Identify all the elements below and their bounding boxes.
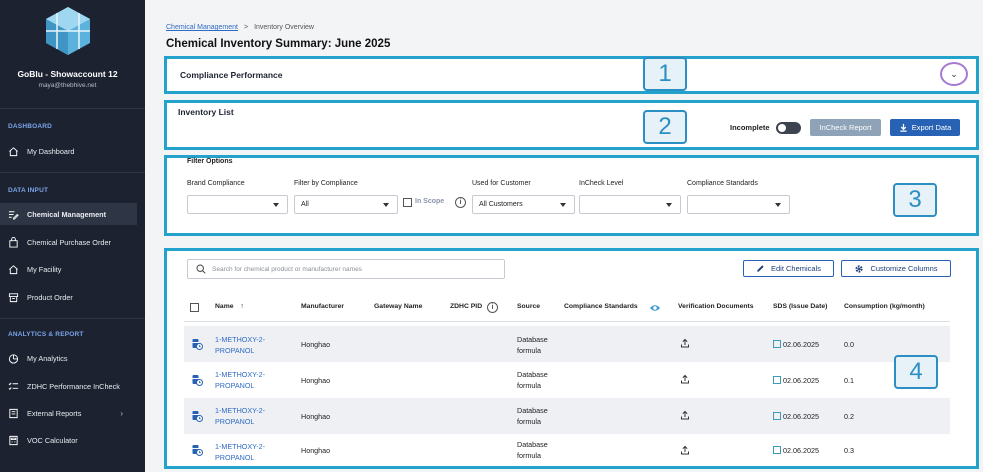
search-box[interactable]	[187, 259, 505, 279]
column-header-compliance-standards: Compliance Standards	[564, 303, 638, 310]
name-line: PROPANOL	[215, 381, 255, 390]
callout-badge-4: 4	[894, 355, 938, 389]
edit-list-icon	[8, 209, 19, 220]
sort-ascending-icon[interactable]: ↑	[240, 303, 244, 310]
source-line: formula	[517, 381, 541, 390]
name-line: PROPANOL	[215, 453, 255, 462]
sidebar-item-zdhc-performance[interactable]	[0, 375, 137, 397]
column-header-gateway-name: Gateway Name	[374, 303, 423, 310]
chevron-right-icon: ›	[120, 408, 123, 418]
search-icon	[196, 264, 206, 274]
incomplete-toggle[interactable]	[776, 122, 801, 134]
name-line: 1-METHOXY-2-	[215, 335, 266, 344]
app-logo-icon[interactable]	[43, 6, 93, 56]
column-header-sds: SDS (Issue Date)	[773, 303, 828, 310]
source-cell	[517, 439, 548, 461]
sidebar-item-label: Chemical Management	[27, 209, 107, 219]
pie-chart-icon	[8, 353, 19, 364]
compliance-standards-label: Compliance Standards	[687, 180, 758, 187]
column-header-name[interactable]	[215, 303, 244, 310]
chemical-drum-icon	[191, 410, 203, 422]
source-line: Database	[517, 406, 548, 415]
sidebar-item-label: My Dashboard	[27, 146, 75, 156]
filter-by-compliance-label: Filter by Compliance	[294, 180, 358, 187]
column-label: Name	[215, 303, 234, 310]
caret-down-icon	[560, 203, 566, 207]
document-icon	[773, 340, 781, 348]
used-for-customer-label: Used for Customer	[472, 180, 531, 187]
account-name: GoBlu - Showaccount 12	[17, 69, 118, 79]
source-line: Database	[517, 440, 548, 449]
section-data-input: DATA INPUT	[8, 187, 49, 194]
column-header-manufacturer: Manufacturer	[301, 303, 345, 310]
sidebar-item-label: VOC Calculator	[27, 435, 78, 445]
source-cell	[517, 405, 548, 427]
consumption-cell: 0.3	[844, 446, 854, 455]
incheck-report-button[interactable]: InCheck Report	[810, 119, 881, 136]
document-icon	[773, 376, 781, 384]
sds-date: 02.06.2025	[783, 340, 819, 349]
sidebar-item-voc-calculator[interactable]	[0, 429, 137, 451]
incheck-level-label: InCheck Level	[579, 180, 624, 187]
sds-date-cell[interactable]	[773, 375, 819, 386]
calculator-icon	[8, 435, 19, 446]
sidebar-divider	[0, 108, 145, 109]
column-header-zdhc-pid: ZDHC PID	[450, 303, 483, 310]
callout-box-1	[164, 56, 979, 94]
breadcrumb-link-chemical-management[interactable]: Chemical Management	[166, 24, 238, 31]
export-data-button[interactable]	[890, 119, 960, 136]
sidebar-item-label: Chemical Purchase Order	[27, 237, 111, 247]
source-cell	[517, 369, 548, 391]
compliance-performance-title: Compliance Performance	[180, 70, 283, 80]
brand-compliance-select[interactable]	[187, 195, 288, 214]
table-header-divider	[184, 321, 950, 322]
sds-date: 02.06.2025	[783, 376, 819, 385]
section-analytics-report: ANALYTICS & REPORT	[8, 331, 84, 338]
select-value: All Customers	[479, 201, 523, 208]
info-icon[interactable]: i	[487, 302, 498, 313]
manufacturer-cell: Honghao	[301, 412, 331, 421]
compliance-standards-select[interactable]	[687, 195, 790, 214]
chemical-drum-icon	[191, 374, 203, 386]
bag-icon	[8, 237, 19, 248]
table-row[interactable]	[184, 326, 950, 362]
pencil-icon	[756, 264, 765, 273]
caret-down-icon	[273, 203, 279, 207]
inventory-list-title: Inventory List	[178, 107, 234, 117]
sidebar-item-external-reports[interactable]	[0, 402, 137, 424]
sidebar-divider	[0, 318, 145, 319]
customize-columns-label: Customize Columns	[870, 264, 938, 273]
source-line: formula	[517, 346, 541, 355]
table-row[interactable]	[184, 398, 950, 434]
search-input[interactable]	[212, 266, 492, 273]
name-line: PROPANOL	[215, 417, 255, 426]
in-scope-checkbox[interactable]	[403, 198, 412, 207]
source-cell	[517, 334, 548, 356]
sidebar-item-my-dashboard[interactable]	[0, 140, 137, 162]
used-for-customer-select[interactable]	[472, 195, 575, 214]
edit-chemicals-label: Edit Chemicals	[770, 264, 822, 273]
caret-down-icon	[666, 203, 672, 207]
sidebar-item-label: My Facility	[27, 264, 62, 274]
sidebar-item-chemical-purchase-order[interactable]	[0, 231, 137, 253]
column-header-verification-documents: Verification Documents	[678, 303, 754, 310]
sidebar-item-label: My Analytics	[27, 353, 68, 363]
page-title: Chemical Inventory Summary: June 2025	[166, 38, 391, 50]
consumption-cell: 0.2	[844, 412, 854, 421]
upload-icon[interactable]	[680, 445, 690, 455]
name-line: PROPANOL	[215, 346, 255, 355]
chevron-down-icon: ⌄	[950, 68, 958, 79]
gear-icon	[854, 264, 864, 274]
consumption-cell: 0.0	[844, 340, 854, 349]
expand-compliance-button[interactable]	[940, 62, 968, 86]
column-header-consumption: Consumption (kg/month)	[844, 303, 925, 310]
report-icon	[8, 408, 19, 419]
manufacturer-cell: Honghao	[301, 446, 331, 455]
breadcrumb	[166, 24, 314, 31]
order-icon	[8, 292, 19, 303]
sidebar-item-chemical-management[interactable]	[0, 203, 137, 225]
document-icon	[773, 412, 781, 420]
customize-columns-button[interactable]	[841, 260, 951, 277]
chemical-name-link[interactable]	[215, 369, 265, 391]
sidebar-item-my-analytics[interactable]	[0, 347, 137, 369]
upload-icon[interactable]	[680, 410, 690, 420]
brand-compliance-label: Brand Compliance	[187, 180, 245, 187]
consumption-cell: 0.1	[844, 376, 854, 385]
sidebar-item-label: External Reports	[27, 408, 82, 418]
callout-badge-1: 1	[643, 57, 687, 91]
sidebar-item-label: Product Order	[27, 292, 73, 302]
home-icon	[8, 146, 19, 157]
sidebar-item-product-order[interactable]	[0, 286, 137, 308]
source-line: Database	[517, 335, 548, 344]
name-line: 1-METHOXY-2-	[215, 442, 266, 451]
in-scope-label: In Scope	[415, 198, 445, 205]
eye-icon[interactable]	[649, 303, 661, 313]
sds-date-cell[interactable]	[773, 411, 819, 422]
chemical-drum-icon	[191, 444, 203, 456]
upload-icon[interactable]	[680, 374, 690, 384]
sidebar-divider	[0, 172, 145, 173]
chemical-drum-icon	[191, 338, 203, 350]
edit-chemicals-button[interactable]	[743, 260, 834, 277]
info-icon[interactable]: i	[455, 197, 466, 208]
name-line: 1-METHOXY-2-	[215, 406, 266, 415]
incheck-level-select[interactable]	[579, 195, 681, 214]
sidebar-item-my-facility[interactable]	[0, 258, 137, 280]
sidebar-item-label: ZDHC Performance InCheck	[27, 381, 120, 391]
filter-options-title: Filter Options	[187, 158, 233, 165]
table-row[interactable]	[184, 362, 950, 398]
sidebar	[0, 0, 145, 472]
home-icon	[8, 264, 19, 275]
table-row[interactable]	[184, 434, 950, 470]
name-line: 1-METHOXY-2-	[215, 370, 266, 379]
select-value: All	[301, 201, 309, 208]
document-icon	[773, 446, 781, 454]
sds-date: 02.06.2025	[783, 446, 819, 455]
sds-date-cell[interactable]	[773, 339, 819, 350]
source-line: formula	[517, 451, 541, 460]
callout-badge-2: 2	[643, 110, 687, 144]
manufacturer-cell: Honghao	[301, 376, 331, 385]
upload-icon[interactable]	[680, 338, 690, 348]
breadcrumb-current: Inventory Overview	[254, 24, 314, 31]
checklist-icon	[8, 381, 19, 392]
chemical-name-link[interactable]	[215, 405, 265, 427]
breadcrumb-separator: >	[243, 24, 249, 31]
select-all-checkbox[interactable]	[190, 303, 199, 312]
account-email: maya@thebhive.net	[38, 82, 97, 89]
export-data-label: Export Data	[911, 123, 952, 132]
section-dashboard: DASHBOARD	[8, 123, 53, 130]
caret-down-icon	[775, 203, 781, 207]
download-icon	[899, 123, 908, 132]
sds-date: 02.06.2025	[783, 412, 819, 421]
manufacturer-cell: Honghao	[301, 340, 331, 349]
chemical-name-link[interactable]	[215, 441, 265, 463]
sds-date-cell[interactable]	[773, 445, 819, 456]
source-line: formula	[517, 417, 541, 426]
incomplete-label: Incomplete	[730, 123, 770, 132]
caret-down-icon	[383, 203, 389, 207]
chemical-name-link[interactable]	[215, 334, 265, 356]
source-line: Database	[517, 370, 548, 379]
filter-by-compliance-select[interactable]	[294, 195, 398, 214]
column-header-source: Source	[517, 303, 541, 310]
callout-badge-3: 3	[893, 183, 937, 217]
